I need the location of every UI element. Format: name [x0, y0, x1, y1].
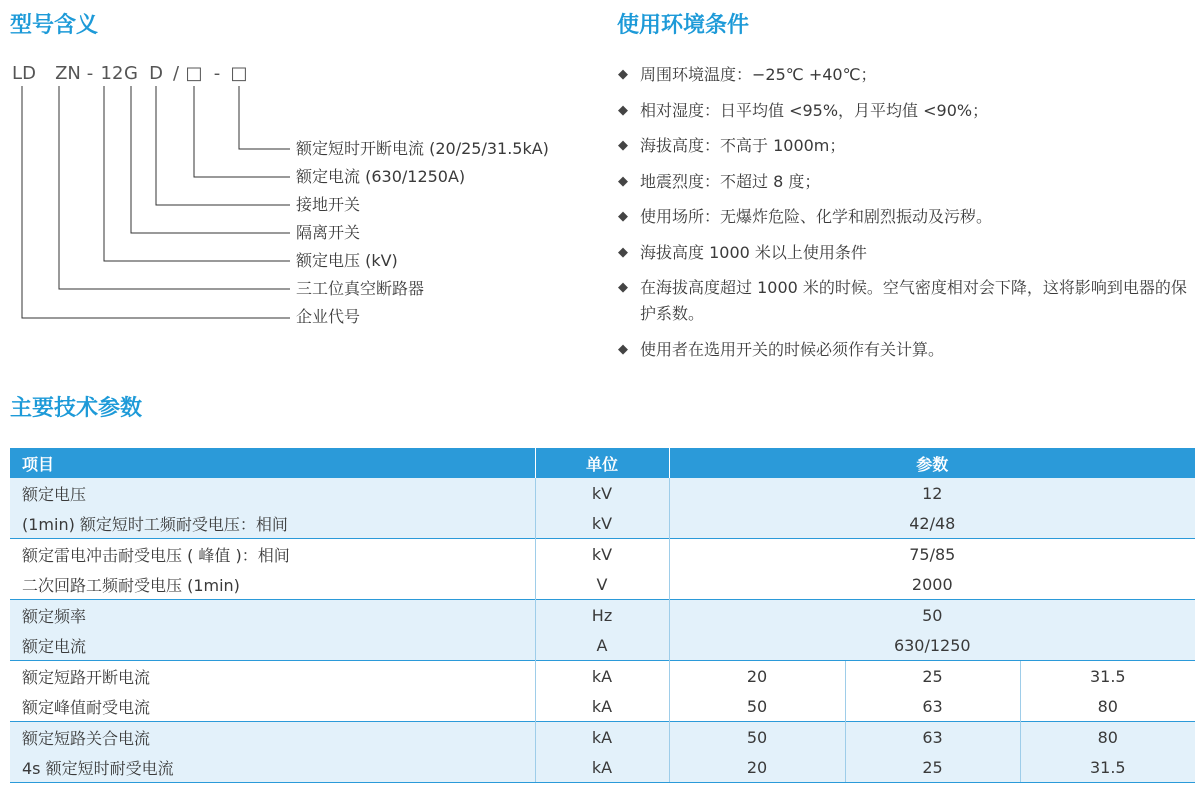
code-d: D: [149, 63, 163, 84]
row-unit: kV: [535, 508, 669, 539]
row-unit: kA: [535, 661, 669, 692]
meaning-breaking-current: 额定短时开断电流 (20/25/31.5kA): [296, 139, 549, 158]
bracket-line-3: [156, 86, 290, 205]
code-box1: □: [185, 63, 203, 84]
model-bracket-lines: [0, 0, 300, 330]
model-title: 型号含义: [10, 13, 99, 38]
row-item: 额定电压: [10, 478, 535, 508]
specs-title: 主要技术参数: [10, 396, 143, 421]
row-value-25kA: 25: [845, 752, 1020, 783]
row-value: 75/85: [669, 539, 1195, 570]
row-value-20kA: 50: [669, 722, 845, 753]
row-item: 额定雷电冲击耐受电压 ( 峰值 )：相间: [10, 539, 535, 570]
meaning-company-code: 企业代号: [296, 307, 361, 326]
table-row: [10, 508, 1195, 539]
meaning-isolating-switch: 隔离开关: [296, 223, 361, 242]
row-value-31kA: 31.5: [1020, 752, 1195, 783]
row-value-25kA: 63: [845, 722, 1020, 753]
row-unit: kV: [535, 478, 669, 508]
row-unit: V: [535, 569, 669, 600]
row-value: 2000: [669, 569, 1195, 600]
env-item: ◆ 周围环境温度：−25℃ +40℃；: [618, 62, 1198, 88]
bracket-line-4: [131, 86, 290, 233]
header-item: 项目: [10, 448, 535, 478]
code-slash: /: [172, 63, 180, 84]
row-value: 50: [669, 600, 1195, 631]
bracket-line-5: [104, 86, 290, 261]
row-value-31kA: 80: [1020, 691, 1195, 722]
environment-list: [618, 62, 1198, 372]
code-12: 12: [100, 63, 124, 84]
code-box2: □: [230, 63, 248, 84]
bracket-line-2: [194, 86, 290, 177]
row-value: 630/1250: [669, 630, 1195, 661]
table-row: [10, 752, 1195, 783]
row-item: 额定短路开断电流: [10, 661, 535, 692]
meaning-rated-current: 额定电流 (630/1250A): [296, 167, 466, 186]
code-dash2: -: [213, 63, 221, 84]
env-item: ◆ 海拔高度 1000 米以上使用条件: [618, 240, 1198, 266]
environment-title: 使用环境条件: [617, 13, 750, 38]
code-dash1: -: [86, 63, 94, 84]
table-row: [10, 539, 1195, 570]
table-row: [10, 722, 1195, 753]
bracket-line-6: [59, 86, 290, 289]
row-value-25kA: 63: [845, 691, 1020, 722]
row-unit: kV: [535, 539, 669, 570]
row-value-20kA: 50: [669, 691, 845, 722]
row-item: 额定峰值耐受电流: [22, 697, 151, 717]
spec-table: [10, 448, 1195, 783]
row-item: 额定电流: [10, 630, 535, 661]
header-unit: 单位: [535, 448, 669, 478]
code-zn: ZN: [55, 63, 81, 84]
table-row: [10, 630, 1195, 661]
meaning-rated-voltage: 额定电压 (kV): [296, 251, 398, 270]
row-item: 4s 额定短时耐受电流: [10, 752, 535, 783]
meaning-vacuum-breaker: 三工位真空断路器: [296, 279, 425, 298]
row-item: (1min) 额定短时工频耐受电压：相间: [10, 508, 535, 539]
header-param: 参数: [669, 448, 1195, 478]
row-unit: Hz: [535, 600, 669, 631]
row-value-20kA: 20: [669, 752, 845, 783]
row-item: 额定短路关合电流: [10, 722, 535, 753]
code-ld: LD: [12, 63, 36, 84]
env-item: ◆ 海拔高度：不高于 1000m；: [618, 133, 1198, 159]
table-row: [10, 478, 1195, 508]
row-unit: A: [535, 630, 669, 661]
env-item: ◆ 在海拔高度超过 1000 米的时候。空气密度相对会下降，这将影响到电器的保护系数。: [618, 275, 1198, 327]
table-header-row: [10, 448, 1195, 478]
row-item: 额定频率: [10, 600, 535, 631]
row-value: 12: [669, 478, 1195, 508]
row-item: 二次回路工频耐受电压 (1min): [22, 575, 240, 595]
row-value-25kA: 25: [845, 661, 1020, 692]
env-item: ◆ 使用者在选用开关的时候必须作有关计算。: [618, 337, 1198, 363]
table-row: [10, 569, 1195, 600]
table-row: [10, 691, 1195, 722]
row-value: 42/48: [669, 508, 1195, 539]
env-item: ◆ 使用场所：无爆炸危险、化学和剧烈振动及污秽。: [618, 204, 1198, 230]
table-row: [10, 661, 1195, 692]
row-unit: kA: [535, 752, 669, 783]
bracket-line-1: [239, 86, 290, 149]
row-unit: kA: [535, 722, 669, 753]
row-value-20kA: 20: [669, 661, 845, 692]
row-value-31kA: 80: [1020, 722, 1195, 753]
env-item: ◆ 地震烈度：不超过 8 度；: [618, 169, 1198, 195]
code-g: G: [124, 63, 138, 84]
row-value-31kA: 31.5: [1020, 661, 1195, 692]
env-item: ◆ 相对湿度：日平均值 <95%，月平均值 <90%；: [618, 98, 1198, 124]
meaning-earthing-switch: 接地开关: [296, 195, 361, 214]
row-unit: kA: [535, 691, 669, 722]
table-row: [10, 600, 1195, 631]
